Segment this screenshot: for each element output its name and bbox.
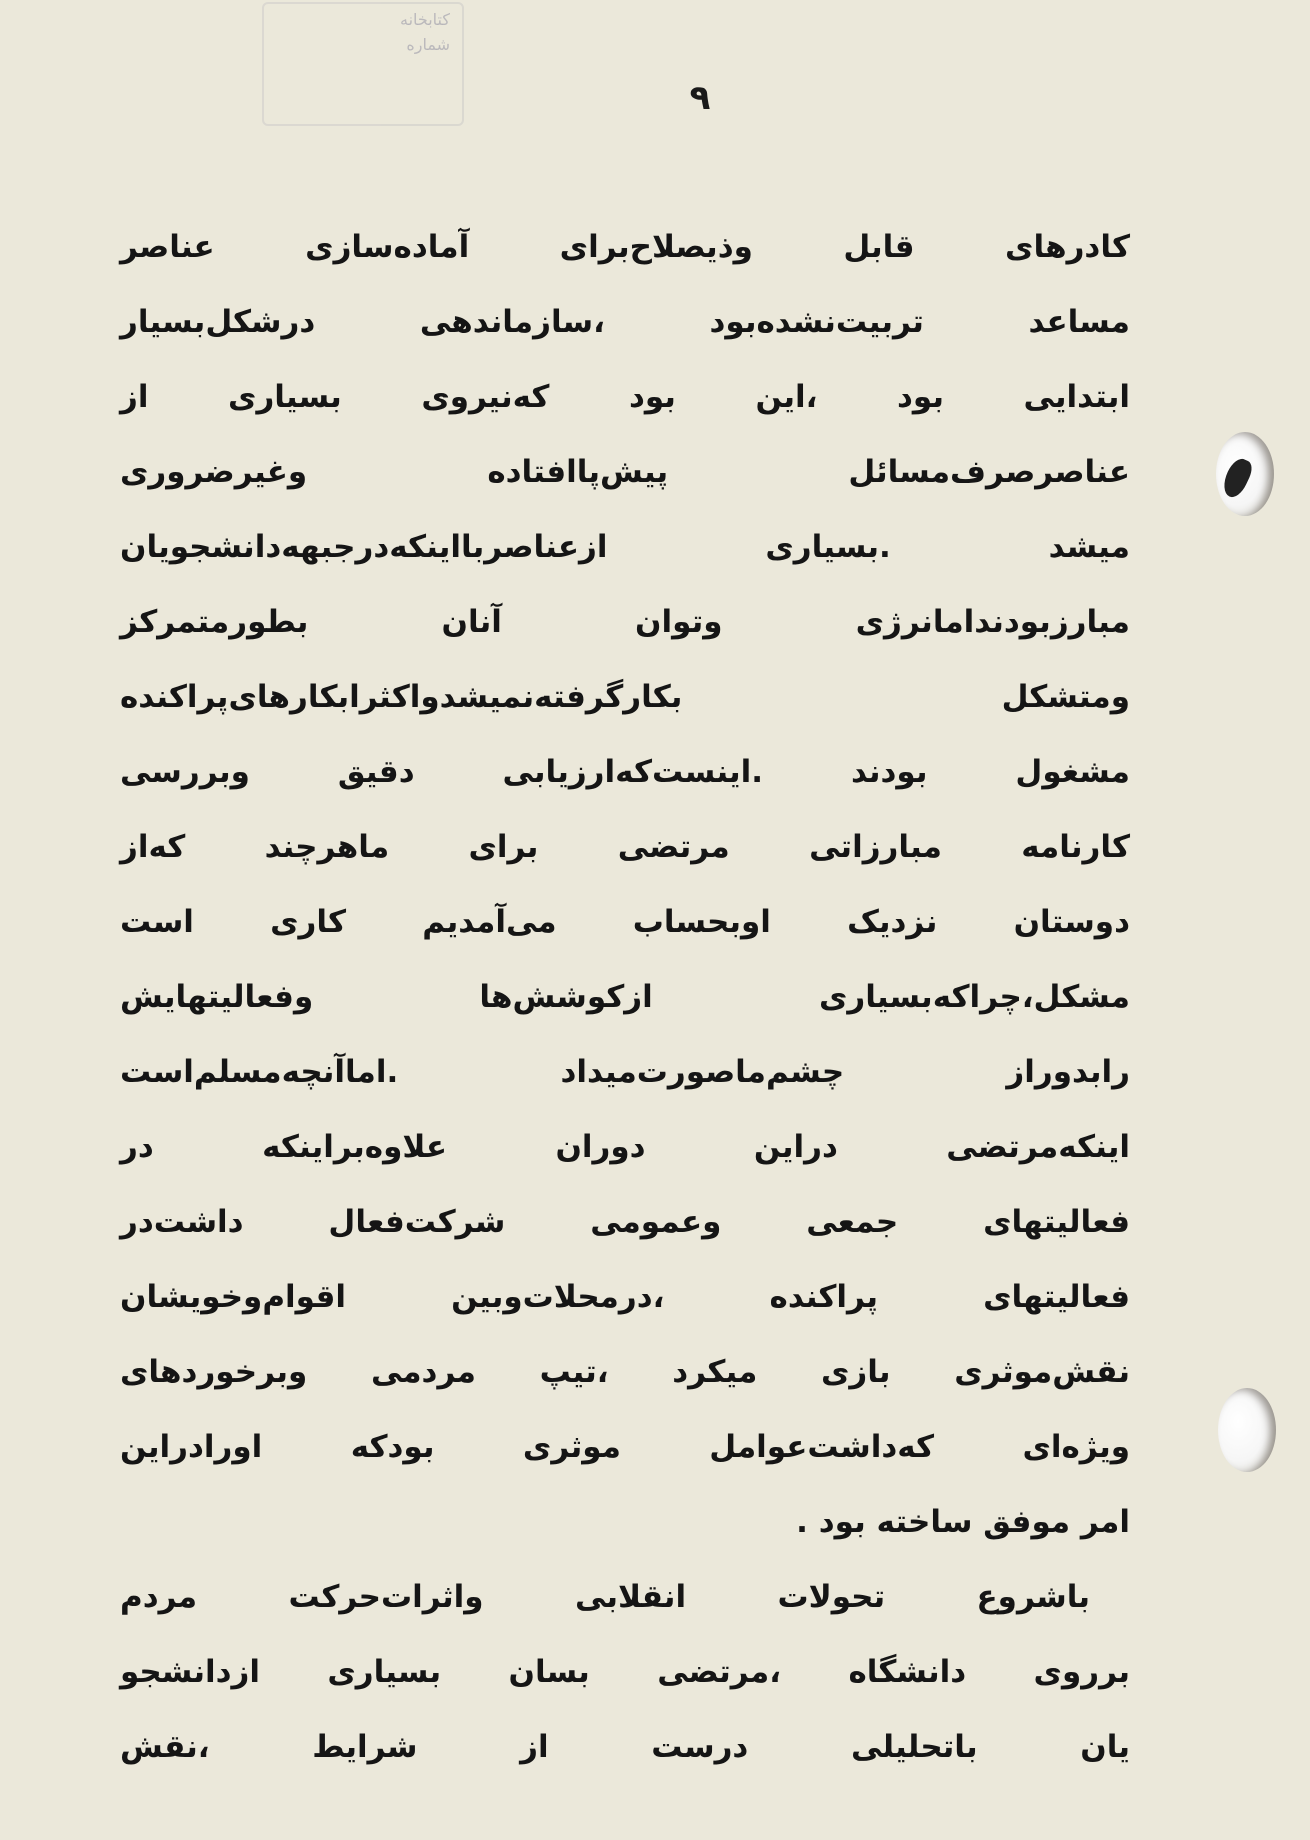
- text-line: مشکل،چراکه‌بسیاری ازکوشش‌ها وفعالیتهایش: [120, 979, 1130, 1015]
- text-line: کادرهای قابل وذیصلاح‌برای آماده‌سازی عناصر: [120, 229, 1130, 265]
- text-line: نقش‌موثری بازی میکرد ،تیپ مردمی وبرخوردهای: [120, 1354, 1130, 1390]
- text-line: ومتشکل بکارگرفته‌نمیشدواکثرابکارهای‌پراکنده: [120, 679, 1130, 715]
- page-number: ۹: [689, 78, 711, 118]
- text-line: عناصرصرف‌مسائل پیش‌پاافتاده وغیرضروری: [120, 454, 1130, 490]
- text-line: برروی دانشگاه ،مرتضی بسان بسیاری ازدانشجو: [120, 1654, 1130, 1690]
- text-line: فعالیتهای جمعی وعمومی شرکت‌فعال داشت‌در: [120, 1204, 1130, 1240]
- text-line: یان باتحلیلی درست از شرایط ،نقش: [120, 1729, 1130, 1765]
- text-line: ویژه‌ای که‌داشت‌عوامل موثری بودکه اورادراین: [120, 1429, 1130, 1465]
- text-line: رابدوراز چشم‌ماصورت‌میداد .اماآنچه‌مسلم‌است: [120, 1054, 1130, 1090]
- punch-hole: [1216, 432, 1274, 516]
- text-line: فعالیتهای پراکنده ،درمحلات‌وبین اقوام‌وخویشان: [120, 1279, 1130, 1315]
- text-line: کارنامه مبارزاتی مرتضی برای ماهرچند که‌از: [120, 829, 1130, 865]
- text-line: مساعد تربیت‌نشده‌بود ،سازماندهی درشکل‌بسیار: [120, 304, 1130, 340]
- text-line: میشد .بسیاری ازعناصربااینکه‌درجبهه‌دانشجویان: [120, 529, 1130, 565]
- stamp-line-1: کتابخانه: [399, 10, 450, 29]
- text-line: امر موفق ساخته بود .: [796, 1504, 1130, 1540]
- body-text: [120, 210, 1130, 1785]
- text-line: مبارزبودندامانرژی وتوان آنان بطورمتمرکز: [120, 604, 1130, 640]
- text-line: باشروع تحولات انقلابی واثرات‌حرکت مردم: [120, 1579, 1090, 1615]
- text-line: ابتدایی بود ،این بود که‌نیروی بسیاری از: [120, 379, 1130, 415]
- library-stamp: [262, 2, 464, 126]
- text-line: مشغول بودند .اینست‌که‌ارزیابی دقیق وبررسی: [120, 754, 1130, 790]
- text-line: دوستان نزدیک اوبحساب می‌آمدیم کاری است: [120, 904, 1130, 940]
- stamp-line-2: شماره: [406, 35, 450, 54]
- punch-hole: [1218, 1388, 1276, 1472]
- text-line: اینکه‌مرتضی دراین دوران علاوه‌براینکه در: [120, 1129, 1130, 1165]
